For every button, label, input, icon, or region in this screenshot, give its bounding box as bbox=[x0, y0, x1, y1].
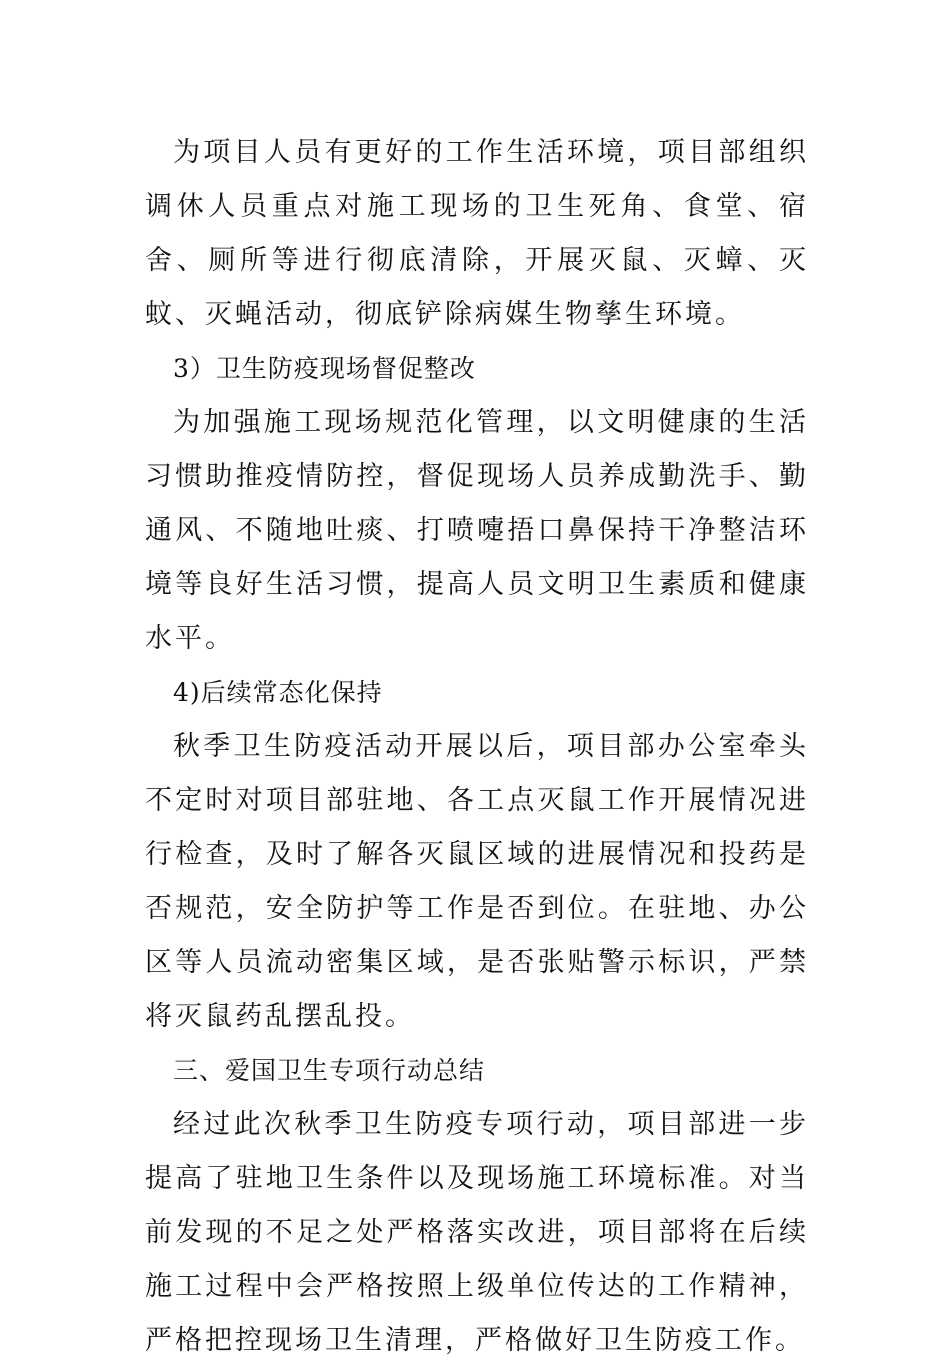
heading-summary: 三、爱国卫生专项行动总结 bbox=[173, 1056, 486, 1085]
paragraph-inspection: 秋季卫生防疫活动开展以后，项目部办公室牵头不定时对项目部驻地、各工点灭鼠工作开展情况进行检查，及时了解各灭鼠区域的进展情况和投药是否规范，安全防护等工作是否到位。在驻地、办公区等人员流动密集区域，是否张贴警示标识，严禁将灭鼠药乱摆乱投。 bbox=[145, 731, 809, 1032]
heading-normalization: 4)后续常态化保持 bbox=[173, 678, 383, 707]
paragraph-summary: 经过此次秋季卫生防疫专项行动，项目部进一步提高了驻地卫生条件以及现场施工环境标准。对当前发现的不足之处严格落实改进，项目部将在后续施工过程中会严格按照上级单位传达的工作精神，严格把控现场卫生清理，严格做好卫生防疫工作。 bbox=[145, 1109, 809, 1356]
document-body bbox=[145, 126, 809, 1368]
paragraph-hygiene-habits: 为加强施工现场规范化管理，以文明健康的生活习惯助推疫情防控，督促现场人员养成勤洗手、勤通风、不随地吐痰、打喷嚏捂口鼻保持干净整洁环境等良好生活习惯，提高人员文明卫生素质和健康水平。 bbox=[145, 407, 809, 654]
paragraph-sanitation-cleanup: 为项目人员有更好的工作生活环境，项目部组织调休人员重点对施工现场的卫生死角、食堂、宿舍、厕所等进行彻底清除，开展灭鼠、灭蟑、灭蚊、灭蝇活动，彻底铲除病媒生物孳生环境。 bbox=[145, 137, 809, 330]
heading-rectification: 3）卫生防疫现场督促整改 bbox=[173, 354, 476, 383]
